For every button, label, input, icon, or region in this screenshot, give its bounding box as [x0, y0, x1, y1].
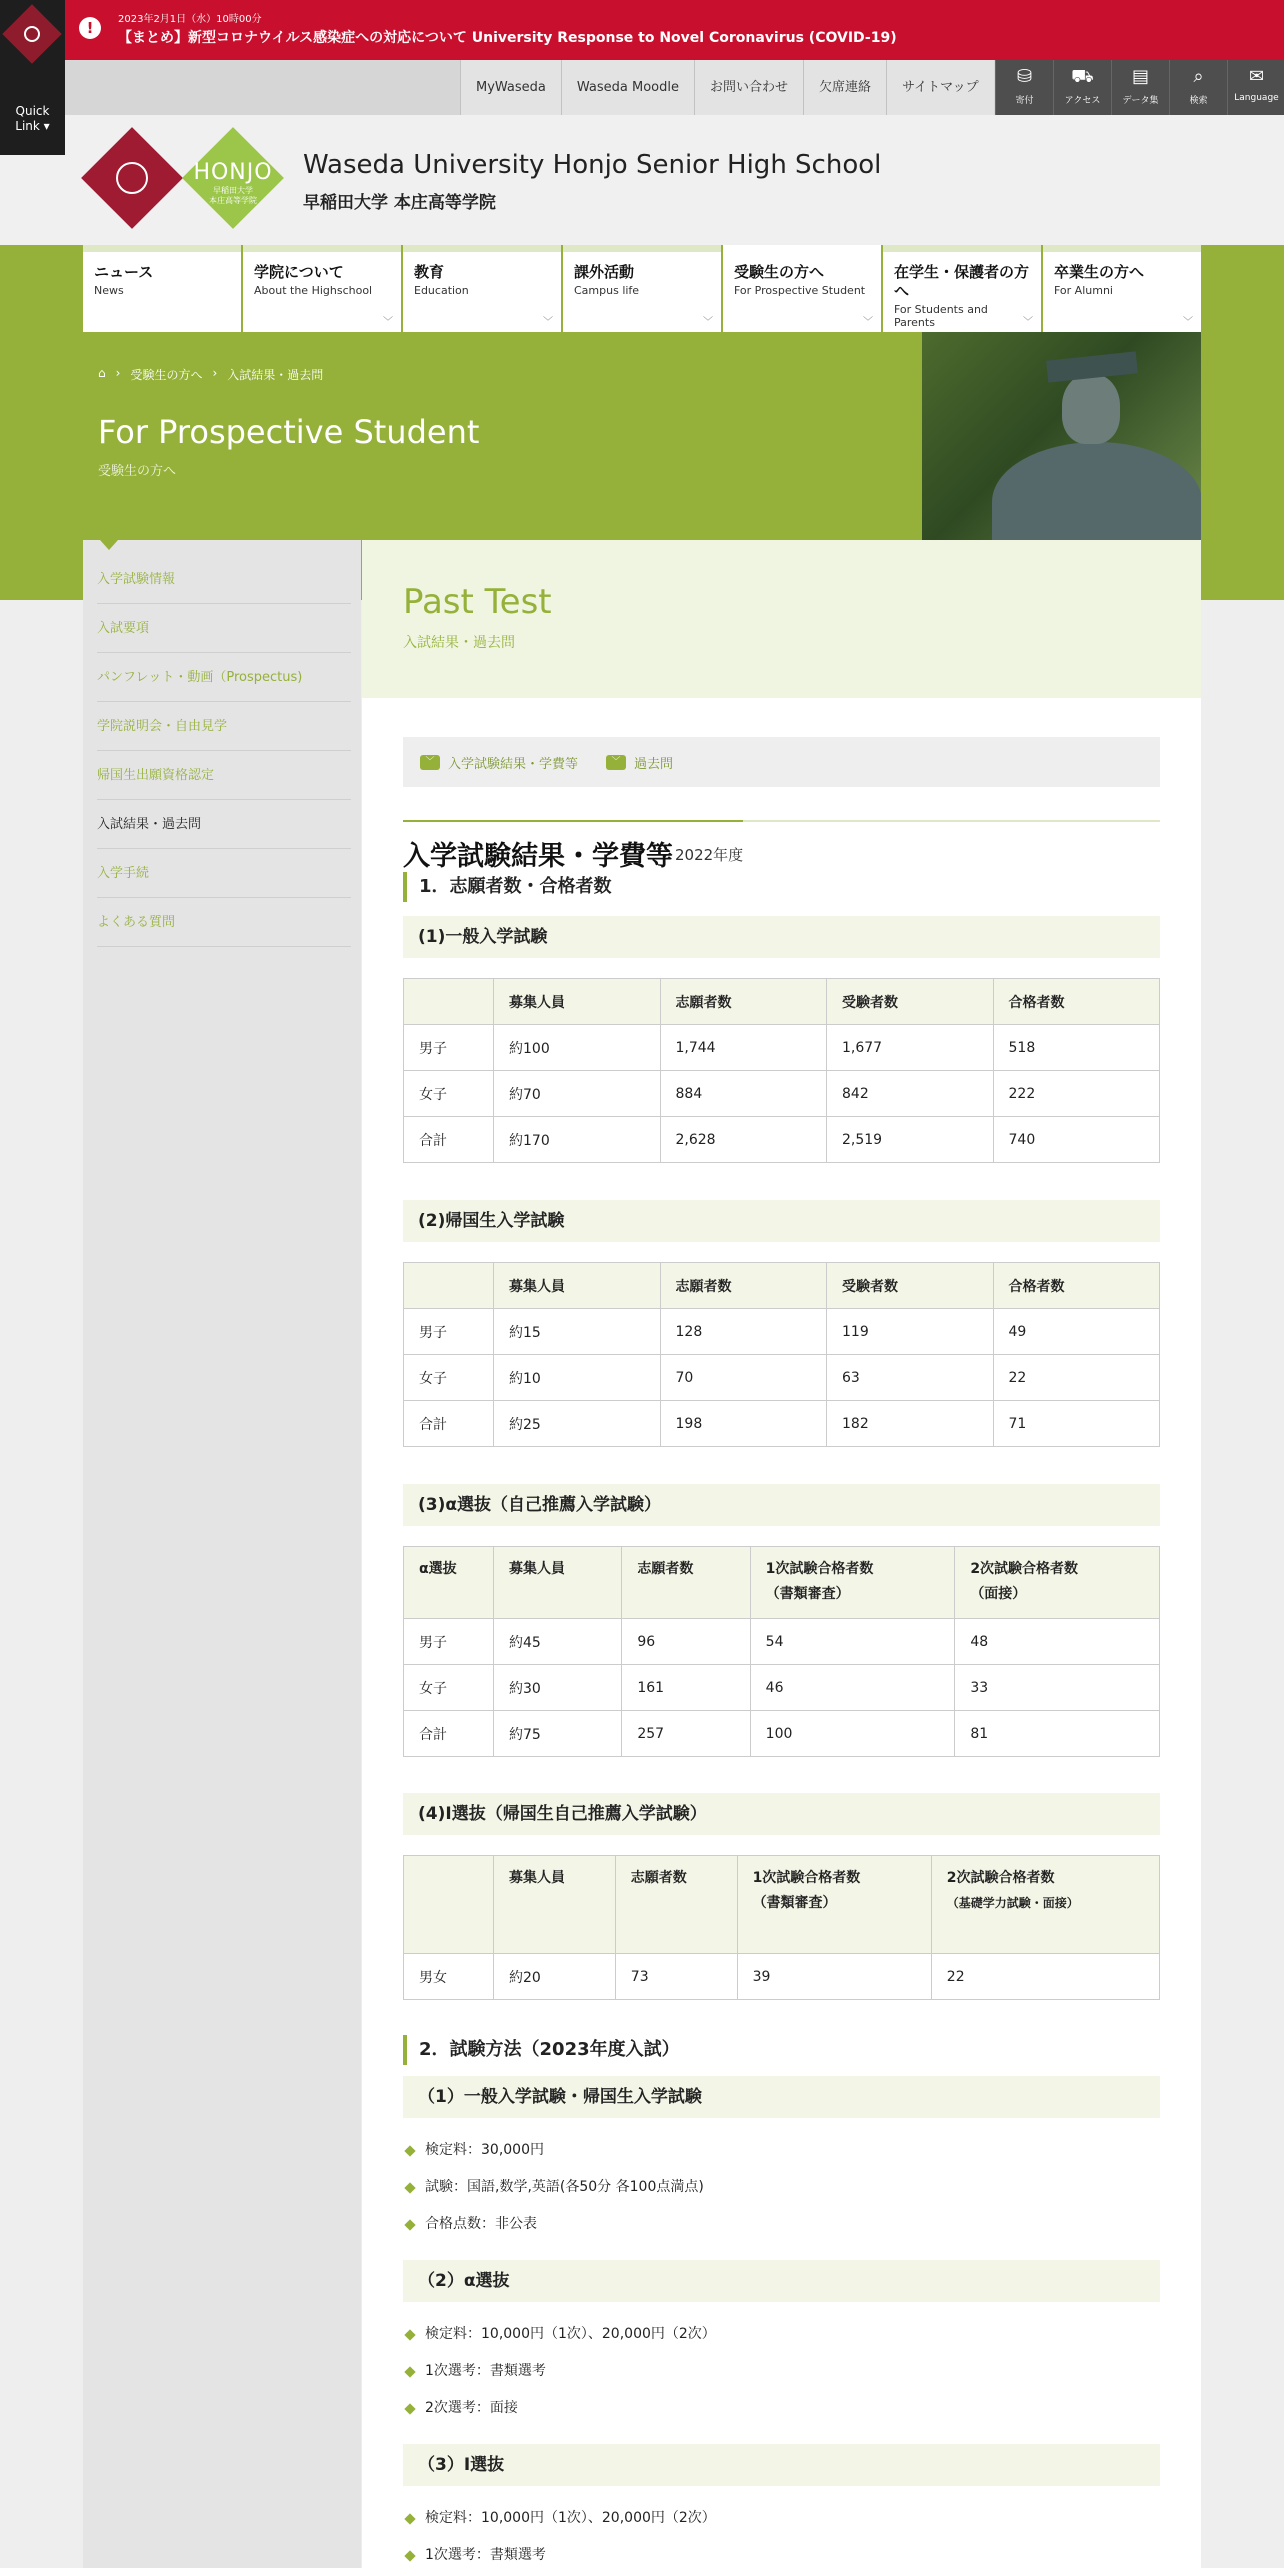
table-row: 男子 約45 96 54 48: [404, 1619, 1160, 1665]
nav-item-education[interactable]: 教育 Education ﹀: [403, 245, 561, 332]
method-list: [403, 2500, 1160, 2568]
hero-title: For Prospective Student: [98, 413, 480, 451]
honjo-logo-text: HONJO 早稲田大学 本庄高等学院: [193, 160, 273, 205]
quick-link-label: Quick Link ▾: [15, 104, 50, 133]
sidebar-item-faq[interactable]: よくある質問: [97, 898, 351, 947]
nav-item-alumni[interactable]: 卒業生の方へ For Alumni ﹀: [1043, 245, 1201, 332]
sidebar-item-procedures[interactable]: 入学手続: [97, 849, 351, 898]
util-link-absence[interactable]: 欠席連絡: [803, 60, 886, 115]
anchor-past-test[interactable]: ﹀ 過去問: [606, 753, 673, 772]
quick-link[interactable]: [0, 0, 65, 155]
page-header: [362, 540, 1201, 698]
page-subtitle: 入試結果・過去問: [403, 635, 515, 651]
page-title: Past Test: [403, 582, 552, 622]
subsection-heading: 1．志願者数・合格者数: [403, 872, 1160, 902]
chevron-down-icon: ﹀: [606, 755, 626, 770]
global-nav: [83, 245, 1201, 332]
list-item: 合格点数：非公表: [403, 2206, 1160, 2243]
school-name-ja[interactable]: 早稲田大学 本庄高等学院: [303, 193, 496, 213]
chevron-down-icon: ﹀: [863, 317, 873, 328]
school-name-en[interactable]: Waseda University Honjo Senior High School: [303, 150, 882, 180]
nav-item-about[interactable]: 学院について About the Highschool ﹀: [243, 245, 401, 332]
nav-item-news[interactable]: ニュース News: [83, 245, 241, 332]
list-item: 検定料：30,000円: [403, 2132, 1160, 2169]
main-content: [362, 540, 1201, 2568]
chevron-down-icon: ﹀: [1023, 317, 1033, 328]
anchor-results[interactable]: ﹀ 入学試験結果・学費等: [420, 753, 578, 772]
breadcrumb-prospective[interactable]: 受験生の方へ: [130, 368, 203, 382]
breadcrumb-current: 入試結果・過去問: [227, 368, 324, 382]
sidebar-nav: [83, 555, 361, 947]
list-item: 1次選考：書類選考: [403, 2353, 1160, 2390]
access-button[interactable]: ⛟ アクセス: [1053, 60, 1111, 115]
chevron-down-icon: ﹀: [543, 317, 553, 328]
alert-banner[interactable]: [65, 0, 1284, 60]
table-row: 男子 約15 128 119 49: [404, 1309, 1160, 1355]
sidebar-indicator: [100, 540, 118, 550]
language-button[interactable]: ✉ Language: [1227, 60, 1284, 115]
donation-icon: ⛁: [1016, 66, 1033, 87]
sidebar-item-results[interactable]: 入試結果・過去問: [97, 800, 351, 849]
search-button[interactable]: ⌕ 検索: [1169, 60, 1227, 115]
alert-message[interactable]: 【まとめ】新型コロナウイルス感染症への対応について University Response to Novel Coronavirus (COVID-19): [118, 30, 897, 46]
section-heading: 入学試験結果・学費等 2022年度: [403, 820, 1160, 864]
util-link-contact[interactable]: お問い合わせ: [694, 60, 803, 115]
table-title: (2)帰国生入学試験: [403, 1200, 1160, 1242]
table-title: (3)α選抜（自己推薦入学試験）: [403, 1484, 1160, 1526]
sidebar-item-returnee[interactable]: 帰国生出願資格認定: [97, 751, 351, 800]
method-list: [403, 2132, 1160, 2243]
list-item: 試験：国語,数学,英語(各50分 各100点満点): [403, 2169, 1160, 2206]
alert-date: 2023年2月1日（水）10時00分: [118, 14, 262, 25]
book-icon: ▤: [1131, 66, 1149, 87]
method-list: [403, 2316, 1160, 2427]
waseda-emblem-icon: [2, 4, 61, 63]
hero-subtitle: 受験生の方へ: [98, 464, 177, 479]
list-item: 1次選考：書類選考: [403, 2537, 1160, 2568]
utility-bar: [65, 60, 1284, 115]
nav-item-prospective[interactable]: 受験生の方へ For Prospective Student ﹀: [723, 245, 881, 332]
util-link-sitemap[interactable]: サイトマップ: [886, 60, 994, 115]
table-row: 男女 約20 73 39 22: [404, 1954, 1160, 2000]
table-row: 合計 約75 257 100 81: [404, 1711, 1160, 1757]
home-icon[interactable]: ⌂: [98, 366, 106, 380]
results-table-i-selection: 募集人員 志願者数 1次試験合格者数 （書類審査） 2次試験合格者数 （基礎学力試験・面接） 男女 約20 73 39 22: [403, 1855, 1160, 2000]
chevron-down-icon: ﹀: [383, 317, 393, 328]
chevron-down-icon: ﹀: [1183, 317, 1193, 328]
sidebar-item-briefing[interactable]: 学院説明会・自由見学: [97, 702, 351, 751]
list-item: 検定料：10,000円（1次）、20,000円（2次）: [403, 2316, 1160, 2353]
nav-item-campus-life[interactable]: 課外活動 Campus life ﹀: [563, 245, 721, 332]
util-link-moodle[interactable]: Waseda Moodle: [561, 60, 694, 115]
table-row: 合計 約25 198 182 71: [404, 1401, 1160, 1447]
method-title: （2）α選抜: [403, 2260, 1160, 2302]
subsection-heading: 2．試験方法（2023年度入試）: [403, 2035, 1160, 2065]
table-title: (4)I選抜（帰国生自己推薦入学試験）: [403, 1793, 1160, 1835]
breadcrumb: ⌂ › 受験生の方へ › 入試結果・過去問: [98, 366, 324, 382]
method-title: （1）一般入学試験・帰国生入学試験: [403, 2076, 1160, 2118]
table-title: (1)一般入学試験: [403, 916, 1160, 958]
nav-item-students-parents[interactable]: 在学生・保護者の方へ For Students and Parents ﹀: [883, 245, 1041, 332]
alert-icon: !: [79, 17, 101, 39]
method-title: （3）I選抜: [403, 2444, 1160, 2486]
statue-photo: [922, 332, 1201, 540]
table-row: 女子 約10 70 63 22: [404, 1355, 1160, 1401]
search-icon: ⌕: [1193, 66, 1204, 87]
list-item: 2次選考：面接: [403, 2390, 1160, 2427]
table-row: 合計 約170 2,628 2,519 740: [404, 1117, 1160, 1163]
results-table-returnee: 募集人員 志願者数 受験者数 合格者数 男子 約15 128 119 49 女子 約10 70 63 22 合計 約25 198 182 71: [403, 1262, 1160, 1447]
donation-button[interactable]: ⛁ 寄付: [995, 60, 1053, 115]
sidebar-item-guidelines[interactable]: 入試要項: [97, 604, 351, 653]
table-row: 男子 約100 1,744 1,677 518: [404, 1025, 1160, 1071]
util-link-mywaseda[interactable]: MyWaseda: [460, 60, 561, 115]
chevron-down-icon: ﹀: [420, 755, 440, 770]
results-table-general: 募集人員 志願者数 受験者数 合格者数 男子 約100 1,744 1,677 518 女子 約70 884 842 222 合計 約170 2,628 2,519 740: [403, 978, 1160, 1163]
chevron-down-icon: ﹀: [703, 317, 713, 328]
anchor-links: [403, 737, 1160, 787]
bus-icon: ⛟: [1071, 66, 1094, 87]
data-button[interactable]: ▤ データ集: [1111, 60, 1169, 115]
table-row: 女子 約30 161 46 33: [404, 1665, 1160, 1711]
table-row: 女子 約70 884 842 222: [404, 1071, 1160, 1117]
sidebar-item-pamphlet[interactable]: パンフレット・動画（Prospectus): [97, 653, 351, 702]
sidebar-item-exam-info[interactable]: 入学試験情報: [97, 555, 351, 604]
results-table-alpha: α選抜 募集人員 志願者数 1次試験合格者数 （書類審査） 2次試験合格者数 （面接） 男子 約45 96 54 48 女子 約30 161 46 33 合計 約75 257 100 81: [403, 1546, 1160, 1757]
list-item: 検定料：10,000円（1次）、20,000円（2次）: [403, 2500, 1160, 2537]
language-icon: ✉: [1248, 66, 1265, 87]
